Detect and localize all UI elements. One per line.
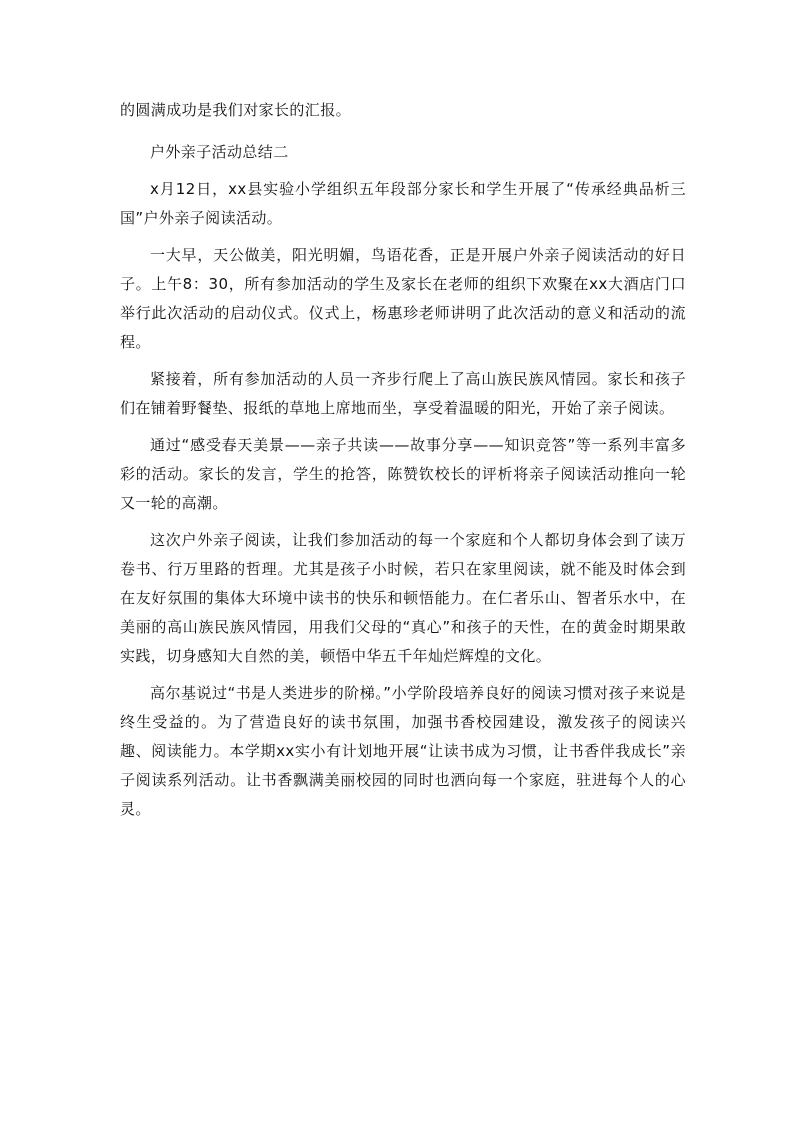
paragraph: 一大早，天公做美，阳光明媚，鸟语花香，正是开展户外亲子阅读活动的好日子。上午8：30，所有参加活动的学生及家长在老师的组织下欢聚在xx大酒店门口举行此次活动的启动仪式。仪式上，杨惠珍老师讲明了此次活动的意义和活动的流程。 xyxy=(120,246,686,351)
paragraph: x月12日，xx县实验小学组织五年段部分家长和学生开展了“传承经典品析三国”户外亲子阅读活动。 xyxy=(120,180,686,227)
paragraph: 高尔基说过“书是人类进步的阶梯。”小学阶段培养良好的阅读习惯对孩子来说是终生受益的。为了营造良好的读书氛围，加强书香校园建设，激发孩子的阅读兴趣、阅读能力。本学期xx实小有计划地开展“让读书成为习惯，让书香伴我成长”亲子阅读系列活动。让书香飘满美丽校园的同时也洒向每一个家庭，驻进每个人的心灵。 xyxy=(120,684,686,818)
section-heading: 户外亲子活动总结二 xyxy=(150,143,289,161)
document-body xyxy=(120,96,686,824)
paragraph: 这次户外亲子阅读，让我们参加活动的每一个家庭和个人都切身体会到了读万卷书、行万里路的哲理。尤其是孩子小时候，若只在家里阅读，就不能及时体会到在友好氛围的集体大环境中读书的快乐和顿悟能力。在仁者乐山、智者乐水中，在美丽的高山族民族风情园，用我们父母的“真心”和孩子的天性，在的黄金时期果敢实践，切身感知大自然的美，顿悟中华五千年灿烂辉煌的文化。 xyxy=(120,531,686,665)
paragraph: 通过“感受春天美景——亲子共读——故事分享——知识竞答”等一系列丰富多彩的活动。家长的发言，学生的抢答，陈赞钦校长的评析将亲子阅读活动推向一轮又一轮的高潮。 xyxy=(120,436,686,512)
paragraph: 紧接着，所有参加活动的人员一齐步行爬上了高山族民族风情园。家长和孩子们在铺着野餐垫、报纸的草地上席地而坐，享受着温暖的阳光，开始了亲子阅读。 xyxy=(120,370,686,417)
paragraph-continuation: 的圆满成功是我们对家长的汇报。 xyxy=(120,101,352,119)
